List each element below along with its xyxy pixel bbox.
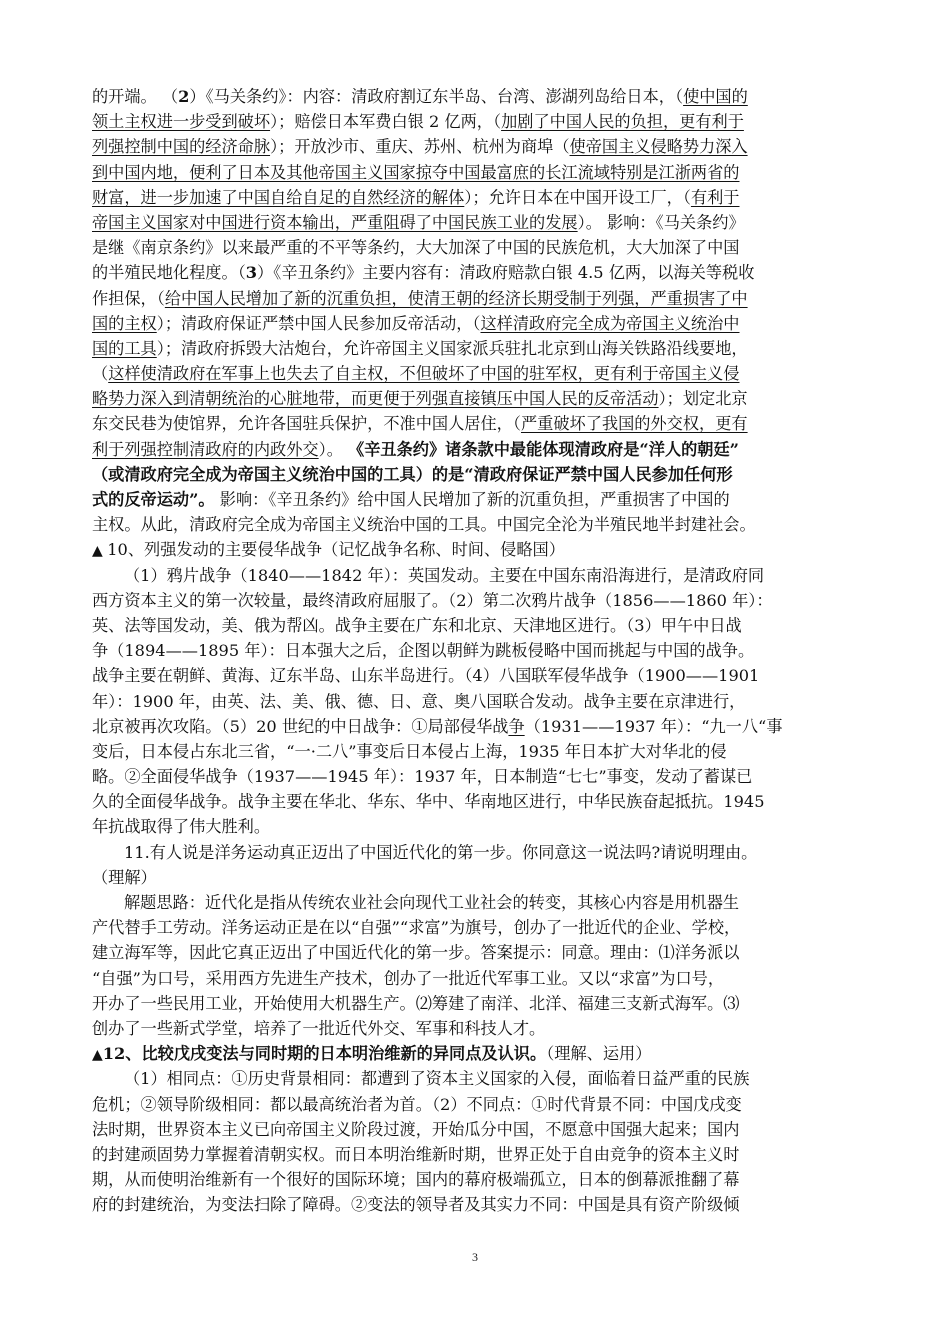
text-line	[92, 84, 866, 109]
text-run: 争（1894——1895 年）：日本强大之后，企图以朝鲜为跳板侵略中国而挑起与中国的战争。	[92, 641, 755, 661]
text-line	[92, 1142, 866, 1167]
text-line	[92, 940, 866, 965]
text-line	[92, 840, 866, 865]
text-run: 加剧了中国人民的负担，更有利于	[501, 112, 744, 132]
text-line	[92, 1117, 866, 1142]
text-line	[92, 1041, 866, 1066]
text-run: 影响：《辛丑条约》给中国人民增加了新的沉重负担，严重损害了中国的	[214, 490, 730, 509]
text-run: 府的封建统治，为变法扫除了障碍。②变法的领导者及其实力不同：中国是具有资产阶级倾	[92, 1195, 740, 1215]
text-run: 主权。从此，清政府完全成为帝国主义统治中国的工具。中国完全沦为半殖民地半封建社会。	[92, 515, 756, 535]
text-line	[92, 915, 866, 940]
text-run: 的开端。 （	[92, 87, 179, 106]
text-line	[92, 487, 866, 512]
text-line	[92, 336, 866, 361]
text-run: 2	[178, 87, 190, 106]
text-run: 建立海军等，因此它真正迈出了中国近代化的第一步。答案提示：同意。理由：⑴洋务派以	[92, 943, 740, 963]
text-line	[92, 1016, 866, 1041]
text-run: 利于列强控制清政府的内政外交	[92, 439, 319, 459]
text-line	[92, 814, 866, 839]
text-run: ）《马关条约》：内容：清政府割辽东半岛、台湾、澎湖列岛给日本，（	[189, 87, 684, 106]
text-run: 严重破坏了我国的外交权，更有	[520, 414, 748, 434]
text-line	[92, 361, 866, 386]
text-run: 年）：1900 年，由英、法、美、俄、德、日、意、奥八国联合发动。战争主要在京津进行，	[92, 691, 746, 711]
text-run: 11.有人说是洋务运动真正迈出了中国近代化的第一步。你同意这一说法吗?请说明理由。	[124, 842, 758, 862]
text-run: 式的反帝运动”。	[92, 490, 215, 509]
text-line	[92, 260, 866, 285]
text-run: 国的主权	[92, 313, 157, 333]
text-run: （理解、运用）	[546, 1044, 652, 1064]
text-line	[92, 311, 866, 336]
text-run: （1）鸦片战争（1840——1842 年）：英国发动。主要在中国东南沿海进行，是清政府同	[124, 565, 765, 585]
text-line	[92, 966, 866, 991]
text-run: （理解）	[92, 867, 157, 887]
text-run: 期，从而使明治维新有一个很好的国际环境；国内的幕府极端孤立，日本的倒幕派推翻了幕	[92, 1170, 740, 1190]
text-run: （1931——1937 年）：“九一八“事	[524, 716, 783, 736]
text-line	[92, 235, 866, 260]
text-run: 这样清政府完全成为帝国主义统治中	[480, 313, 740, 333]
text-run: 到中国内地，便利了日本及其他帝国主义国家掠夺中国最富庶的长江流域特别是江浙两省的	[92, 162, 740, 182]
text-run: 争	[508, 716, 525, 736]
text-run: 有利于	[690, 187, 740, 207]
text-run: 法时期，世界资本主义已向帝国主义阶段过渡，开始瓜分中国，不愿意中国强大起来；国内	[92, 1119, 740, 1139]
text-line	[92, 739, 866, 764]
text-run: ）《辛丑条约》主要内容有：清政府赔款白银 4.5 亿两，以海关等税收	[257, 263, 755, 283]
text-run: 的半殖民地化程度。（	[92, 263, 246, 283]
text-line	[92, 689, 866, 714]
text-run: 战争主要在朝鲜、黄海、辽东半岛、山东半岛进行。（4）八国联军侵华战争（1900——1901	[92, 666, 760, 686]
text-line	[92, 789, 866, 814]
text-line	[92, 764, 866, 789]
text-run: ）。 影响：《马关条约》	[577, 212, 745, 232]
text-run: （1）相同点：①历史背景相同：都遭到了资本主义国家的入侵，面临着日益严重的民族	[124, 1069, 750, 1089]
text-run: 英、法等国发动，美、俄为帮凶。战争主要在广东和北京、天津地区进行。（3）甲午中日战	[92, 615, 742, 635]
text-line	[92, 512, 866, 537]
text-run: （或清政府完全成为帝国主义统治中国的工具）的是“清政府保证严禁中国人民参加任何形	[92, 464, 733, 484]
text-run: 作担保，（	[92, 288, 165, 308]
page-number: 3	[472, 1250, 478, 1264]
text-line	[92, 714, 866, 739]
text-run: 久的全面侵华战争。战争主要在华北、华东、华中、华南地区进行，中华民族奋起抵抗。1945	[92, 792, 765, 812]
text-line	[92, 1092, 866, 1117]
text-line	[92, 638, 866, 663]
text-run: 3	[245, 263, 258, 283]
triangle-marker-icon: ▲	[92, 543, 108, 560]
text-line	[92, 462, 866, 487]
text-run: 变后，日本侵占东北三省，“一·二八”事变后日本侵占上海，1935 年日本扩大对华北的侵	[92, 741, 727, 761]
text-run: ）。	[318, 439, 349, 459]
text-line	[92, 865, 866, 890]
text-run: ）；清政府保证严禁中国人民参加反帝活动，（	[156, 313, 481, 333]
text-line	[92, 1192, 866, 1217]
text-run: ）；划定北京	[658, 389, 748, 409]
text-line	[92, 1066, 866, 1091]
text-run: 年抗战取得了伟大胜利。	[92, 817, 271, 837]
text-line	[92, 588, 866, 613]
text-line	[92, 185, 866, 210]
text-line	[92, 411, 866, 436]
text-run: 解题思路：近代化是指从传统农业社会向现代工业社会的转变，其核心内容是用机器生	[124, 893, 740, 912]
text-run: 10、列强发动的主要侵华战争（记忆战争名称、时间、侵略国）	[107, 540, 565, 560]
text-run: 西方资本主义的第一次较量，最终清政府屈服了。（2）第二次鸦片战争（1856——1860 年）：	[92, 590, 773, 610]
text-line	[92, 890, 866, 915]
text-line	[92, 991, 866, 1016]
text-run: ）；允许日本在中国开设工厂，（	[464, 187, 691, 207]
text-run: 创办了一些新式学堂，培养了一批近代外交、军事和科技人才。	[92, 1018, 546, 1038]
text-line	[92, 437, 866, 462]
text-line	[92, 109, 866, 134]
text-run: 是继《南京条约》以来最严重的不平等条约，大大加深了中国的民族危机，大大加深了中国	[92, 238, 740, 258]
text-run: 开办了一些民用工业，开始使用大机器生产。⑵筹建了南洋、北洋、福建三支新式海军。⑶	[92, 993, 740, 1013]
text-run: 财富，进一步加速了中国自给自足的自然经济的解体	[92, 187, 465, 207]
document-body	[92, 84, 866, 1217]
text-line	[92, 1167, 866, 1192]
triangle-marker-icon: ▲	[92, 1047, 103, 1064]
text-line	[92, 563, 866, 588]
text-run: 《辛丑条约》诸条款中最能体现清政府是“洋人的朝廷”	[348, 439, 739, 459]
text-run: 这样使清政府在军事上也失去了自主权，不但破坏了中国的驻军权，更有利于帝国主义侵	[108, 364, 740, 384]
text-line	[92, 160, 866, 185]
text-run: 列强控制中国的经济命脉	[92, 137, 271, 157]
text-run: 使帝国主义侵略势力深入	[569, 137, 748, 157]
text-line	[92, 386, 866, 411]
text-run: 12、比较戊戌变法与同时期的日本明治维新的异同点及认识。	[102, 1044, 547, 1064]
text-run: 的封建顽固势力掌握着清朝实权。而日本明治维新时期，世界正处于自由竞争的资本主义时	[92, 1144, 740, 1164]
text-line	[92, 286, 866, 311]
text-run: 略。②全面侵华战争（1937——1945 年）：1937 年，日本制造“七七”事变，发动了蓄谋已	[92, 767, 753, 787]
text-run: 国的工具	[92, 338, 157, 358]
text-run: 危机；②领导阶级相同：都以最高统治者为首。（2）不同点：①时代背景不同：中国戊戌变	[92, 1094, 742, 1114]
text-run: （	[92, 364, 109, 384]
text-run: 略势力深入到清朝统治的心脏地带，而更便于列强直接镇压中国人民的反帝活动	[92, 389, 659, 409]
text-line	[92, 663, 866, 688]
text-run: “自强”为口号，采用西方先进生产技术，创办了一批近代军事工业。又以“求富”为口号，	[92, 968, 725, 988]
text-run: 使中国的	[683, 87, 748, 106]
text-run: 给中国人民增加了新的沉重负担，使清王朝的经济长期受制于列强，严重损害了中	[164, 288, 748, 308]
text-run: 帝国主义国家对中国进行资本输出，严重阻碍了中国民族工业的发展	[92, 212, 578, 232]
text-run: ）；赔偿日本军费白银 2 亿两，（	[270, 112, 502, 132]
text-line	[92, 613, 866, 638]
text-run: 东交民巷为使馆界，允许各国驻兵保护，不准中国人居住，（	[92, 414, 521, 434]
text-run: 产代替手工劳动。洋务运动正是在以“自强”“求富”为旗号，创办了一批近代的企业、学校，	[92, 918, 741, 938]
text-run: 北京被再次攻陷。（5）20 世纪的中日战争：①局部侵华战	[92, 716, 509, 736]
text-run: 领土主权进一步受到破坏	[92, 112, 271, 132]
text-line	[92, 134, 866, 159]
text-run: ）；开放沙市、重庆、苏州、杭州为商埠（	[270, 137, 570, 157]
text-line	[92, 537, 866, 562]
text-line	[92, 210, 866, 235]
text-run: ）；清政府拆毁大沽炮台，允许帝国主义国家派兵驻扎北京到山海关铁路沿线要地，	[156, 338, 748, 358]
